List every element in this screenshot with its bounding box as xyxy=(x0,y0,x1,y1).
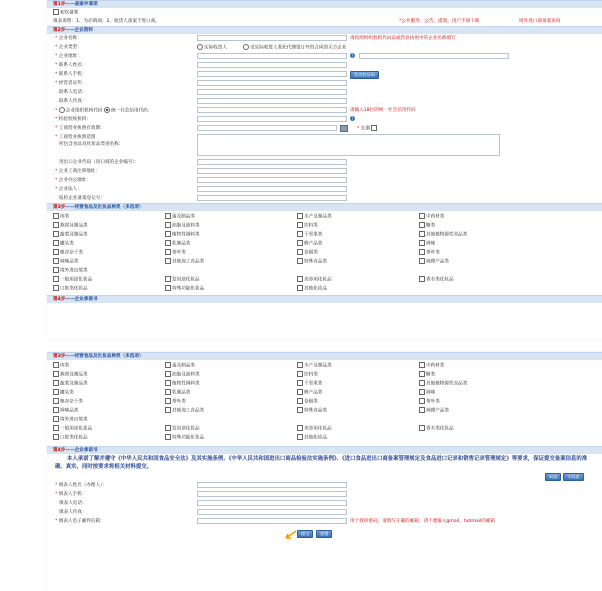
category-checkbox[interactable] xyxy=(165,362,171,368)
type-radio-actual[interactable] xyxy=(197,44,203,50)
category-checkbox[interactable] xyxy=(419,398,425,404)
first-filing-row: 初次备案 xyxy=(47,8,602,17)
category-label: 一般用途化妆品 xyxy=(60,426,93,432)
category-label: 特殊食品类 xyxy=(304,259,327,265)
category-label: 调味品类 xyxy=(60,408,79,414)
category-checkbox[interactable] xyxy=(419,249,425,255)
reset-button[interactable]: 重置 xyxy=(316,530,332,538)
category-checkbox[interactable] xyxy=(165,380,171,386)
category-option[interactable] xyxy=(165,398,186,405)
category-label: 粮谷杂干类 xyxy=(60,399,83,405)
category-checkbox[interactable] xyxy=(419,258,425,264)
category-option[interactable] xyxy=(53,249,83,256)
category-checkbox[interactable] xyxy=(53,231,59,237)
category-option[interactable] xyxy=(165,285,204,292)
help-icon[interactable]: ? xyxy=(351,116,354,121)
category-option[interactable] xyxy=(297,285,327,292)
category-grid xyxy=(47,360,602,446)
category-label: 茶叶类 xyxy=(172,399,186,405)
section-step1: 第1步——备案申请项 xyxy=(47,0,602,8)
category-label: 罐头类 xyxy=(60,241,74,247)
contact-name-row: * 联系人姓名： xyxy=(47,61,602,70)
category-checkbox[interactable] xyxy=(53,371,59,377)
category-checkbox[interactable] xyxy=(419,380,425,386)
category-option[interactable] xyxy=(53,276,92,283)
legal-rep-input[interactable] xyxy=(197,186,347,192)
category-option[interactable] xyxy=(297,249,318,256)
category-label: 香水类化妆品 xyxy=(426,426,454,432)
category-option[interactable] xyxy=(419,362,444,369)
category-label: 燕窝及制品类 xyxy=(60,372,88,378)
category-label: 调味品类 xyxy=(60,259,79,265)
contact-mobile-input[interactable] xyxy=(197,71,347,77)
category-option[interactable] xyxy=(53,425,92,432)
category-label: 乳制品类 xyxy=(172,241,191,247)
category-option[interactable] xyxy=(419,240,435,247)
category-label: 蜂产品类 xyxy=(304,390,323,396)
category-label: 调味 xyxy=(426,241,436,247)
office-address-row: * 企业办公地址： xyxy=(47,176,602,185)
category-option[interactable] xyxy=(419,425,454,432)
category-label: 乳制品类 xyxy=(172,390,191,396)
category-option[interactable] xyxy=(297,380,322,387)
category-checkbox[interactable] xyxy=(297,276,303,282)
contact-fax-input[interactable] xyxy=(197,98,347,104)
category-checkbox[interactable] xyxy=(297,362,303,368)
category-label: 美容用化妆品 xyxy=(304,277,332,283)
category-option[interactable] xyxy=(419,407,449,414)
category-option[interactable] xyxy=(419,380,467,387)
category-option[interactable] xyxy=(297,434,327,441)
form-screenshot-bottom xyxy=(47,352,602,591)
reg-address-input[interactable] xyxy=(197,168,347,174)
category-label: 蜂产品类 xyxy=(304,241,323,247)
contact-name-input[interactable] xyxy=(197,62,347,68)
category-checkbox[interactable] xyxy=(53,380,59,386)
category-option[interactable] xyxy=(165,231,200,238)
category-label: 肉类 xyxy=(60,214,70,220)
category-option[interactable] xyxy=(53,240,74,247)
category-checkbox[interactable] xyxy=(165,276,171,282)
agree-row xyxy=(47,471,602,481)
disagree-button[interactable]: 不同意 xyxy=(563,473,584,481)
category-label: 口腔类化妆品 xyxy=(60,435,88,441)
import-code-input[interactable] xyxy=(197,159,347,165)
category-checkbox[interactable] xyxy=(297,231,303,237)
category-option[interactable] xyxy=(53,398,83,405)
category-option[interactable] xyxy=(165,258,204,265)
category-option[interactable] xyxy=(297,213,332,220)
category-label: 干坚果类 xyxy=(304,232,323,238)
category-checkbox[interactable] xyxy=(297,240,303,246)
category-option[interactable] xyxy=(165,425,200,432)
category-checkbox[interactable] xyxy=(297,249,303,255)
category-checkbox[interactable] xyxy=(165,240,171,246)
category-option[interactable] xyxy=(53,258,78,265)
form-screenshot-top xyxy=(47,0,602,339)
category-option[interactable] xyxy=(53,389,74,396)
category-option[interactable] xyxy=(165,213,195,220)
category-option[interactable] xyxy=(53,380,88,387)
category-label: 香水类化妆品 xyxy=(426,277,454,283)
category-label: 茶叶类 xyxy=(172,250,186,256)
category-option[interactable] xyxy=(53,434,88,441)
category-label: 境外进出境类 xyxy=(60,417,88,423)
category-label: 调理产品类 xyxy=(426,259,449,265)
scope-textarea[interactable] xyxy=(197,134,500,156)
contact-phone-row: 联系人电话： xyxy=(47,88,602,97)
filler-mobile-row: * 填表人手机： xyxy=(47,490,602,499)
category-option[interactable] xyxy=(53,416,88,423)
category-checkbox[interactable] xyxy=(53,258,59,264)
category-label: 糖类 xyxy=(426,372,436,378)
category-label: 水产及制品类 xyxy=(304,214,332,220)
arrow-pointer-icon xyxy=(283,530,297,540)
long-term-checkbox[interactable] xyxy=(371,125,377,131)
category-checkbox[interactable] xyxy=(165,389,171,395)
category-checkbox[interactable] xyxy=(165,371,171,377)
reg-address-row: * 企业工商注册地址： xyxy=(47,167,602,176)
promise-text: 本人承诺了解并遵守《中华人民共和国食品安全法》及其实施条例、《中华人民共和国进出口商品检验法实施条例》、《进口食品进出口商备案管理规定及食品进口记录和销售记录管理规定》等要求，保证提交备案信息的准确、真实，同时按要求将相关材料提交。 xyxy=(55,456,588,470)
category-option[interactable] xyxy=(165,362,195,369)
section-step4: 第4步——企业承诺书 xyxy=(47,446,602,454)
category-checkbox[interactable] xyxy=(297,398,303,404)
category-checkbox[interactable] xyxy=(53,276,59,282)
category-option[interactable] xyxy=(419,213,444,220)
category-checkbox[interactable] xyxy=(297,380,303,386)
company-type-row: * 企业类型： 实际收货人 受实际收货人委托代理签订外贸合同的买方企业 xyxy=(55,45,347,51)
help-icon[interactable]: ? xyxy=(351,53,354,58)
category-option[interactable] xyxy=(165,389,190,396)
category-option[interactable] xyxy=(53,267,88,274)
category-option[interactable] xyxy=(297,371,318,378)
submit-button[interactable]: 提交 xyxy=(297,530,313,538)
category-checkbox[interactable] xyxy=(297,434,303,440)
category-checkbox[interactable] xyxy=(165,398,171,404)
category-checkbox[interactable] xyxy=(419,213,425,219)
address-detail-input[interactable] xyxy=(359,53,509,59)
category-label: 特殊功能化妆品 xyxy=(172,435,205,441)
category-label: 饮料类 xyxy=(304,372,318,378)
category-option[interactable] xyxy=(419,231,467,238)
category-label: 卷烟类 xyxy=(304,399,318,405)
category-checkbox[interactable] xyxy=(53,249,59,255)
category-option[interactable] xyxy=(297,389,322,396)
category-option[interactable] xyxy=(297,258,327,265)
category-checkbox[interactable] xyxy=(297,213,303,219)
category-checkbox[interactable] xyxy=(165,249,171,255)
category-checkbox[interactable] xyxy=(419,371,425,377)
category-label: 美容用化妆品 xyxy=(304,426,332,432)
category-label: 特殊功能化妆品 xyxy=(172,286,205,292)
category-checkbox[interactable] xyxy=(419,231,425,237)
category-option[interactable] xyxy=(53,371,88,378)
code-radio-org[interactable] xyxy=(59,107,65,113)
category-label: 特殊食品类 xyxy=(304,408,327,414)
category-option[interactable] xyxy=(297,407,327,414)
category-label: 调理产品类 xyxy=(426,408,449,414)
category-label: 蛋及制品类 xyxy=(172,214,195,220)
contact-mobile-row: * 联系人手机： 发送验证码 xyxy=(47,70,602,79)
category-option[interactable] xyxy=(53,222,88,229)
category-label: 糖类 xyxy=(426,223,436,229)
calendar-icon[interactable] xyxy=(340,125,348,132)
filler-phone-row: 填表人电话： xyxy=(47,499,602,508)
filler-email-input[interactable] xyxy=(197,518,347,524)
category-option[interactable] xyxy=(419,258,449,265)
send-code-button[interactable]: 发送验证码 xyxy=(350,71,379,79)
reg-no-row: 报检企业备案登记号： xyxy=(47,194,602,203)
category-grid xyxy=(47,211,602,295)
category-label: 蔬菜及制品类 xyxy=(60,232,88,238)
category-label: 植物性调料类 xyxy=(172,232,200,238)
category-option[interactable] xyxy=(297,425,332,432)
import-code-row: 进出口企业代码（进口商的企业编号）： xyxy=(47,158,602,167)
category-checkbox[interactable] xyxy=(53,389,59,395)
category-label: 蛋及制品类 xyxy=(172,363,195,369)
operator-id-input[interactable] xyxy=(197,80,347,86)
category-label: 其他加工食品类 xyxy=(172,408,205,414)
category-option[interactable] xyxy=(165,380,200,387)
foreign-importer-query-link[interactable]: 境外进口商备案查询 xyxy=(519,19,561,24)
category-label: 饮料类 xyxy=(304,223,318,229)
category-label: 其他化妆品 xyxy=(304,435,327,441)
category-option[interactable] xyxy=(297,240,322,247)
category-checkbox[interactable] xyxy=(165,434,171,440)
category-checkbox[interactable] xyxy=(53,222,59,228)
category-option[interactable] xyxy=(53,407,78,414)
category-option[interactable] xyxy=(419,249,440,256)
category-label: 蔬菜及制品类 xyxy=(60,381,88,387)
license-date-input[interactable] xyxy=(197,125,337,131)
category-label: 茶叶类 xyxy=(426,399,440,405)
category-checkbox[interactable] xyxy=(53,213,59,219)
category-option[interactable] xyxy=(165,276,200,283)
category-option[interactable] xyxy=(165,407,204,414)
category-label: 其他植物源性食品类 xyxy=(426,232,468,238)
category-checkbox[interactable] xyxy=(165,407,171,413)
category-option[interactable] xyxy=(53,285,88,292)
filler-fax-row: 填表人传真： xyxy=(47,508,602,517)
code-type-row: * 企业组织机构代码 统一社会信用代码： 请输入18位的统一社会信用代码 xyxy=(55,108,416,114)
company-name-input[interactable] xyxy=(197,35,347,41)
filler-email-row: * 填表人电子邮件信箱： 用于找回密码，请填写正确的邮箱；请不要输入gmail、hotmail的邮箱 xyxy=(55,519,495,524)
category-checkbox[interactable] xyxy=(297,425,303,431)
license-date-row: * 工商营业执照有效期： * 长期 xyxy=(47,124,602,133)
type-radio-agent[interactable] xyxy=(243,44,249,50)
category-option[interactable] xyxy=(53,231,88,238)
category-checkbox[interactable] xyxy=(419,276,425,282)
filler-fax-input[interactable] xyxy=(197,509,347,515)
inspection-select[interactable] xyxy=(197,116,347,122)
category-checkbox[interactable] xyxy=(419,240,425,246)
category-option[interactable] xyxy=(165,434,204,441)
category-checkbox[interactable] xyxy=(53,267,59,273)
address-input[interactable] xyxy=(197,53,347,59)
category-option[interactable] xyxy=(419,222,435,229)
legal-rep-row: * 企业法人： xyxy=(47,185,602,194)
category-label: 燕窝及制品类 xyxy=(60,223,88,229)
category-checkbox[interactable] xyxy=(53,416,59,422)
category-label: 茶叶类 xyxy=(426,250,440,256)
notes-row: 填表说明：1、为必填项；2、收货人备案于进口商。 *公共服务：公告、提现、用户手册下载 境外进口商备案查询 xyxy=(53,19,561,24)
category-checkbox[interactable] xyxy=(165,285,171,291)
filler-phone-input[interactable] xyxy=(197,500,347,506)
category-checkbox[interactable] xyxy=(419,389,425,395)
category-checkbox[interactable] xyxy=(165,213,171,219)
category-label: 油脂及油料类 xyxy=(172,223,200,229)
category-option[interactable] xyxy=(165,240,190,247)
category-checkbox[interactable] xyxy=(297,407,303,413)
filler-mobile-input[interactable] xyxy=(197,491,347,497)
category-option[interactable] xyxy=(297,231,322,238)
category-label: 中药材类 xyxy=(426,363,445,369)
inspection-row: * 检验检疫机构： ? xyxy=(55,116,354,122)
category-label: 干坚果类 xyxy=(304,381,323,387)
category-label: 一般用途化妆品 xyxy=(60,277,93,283)
category-option[interactable] xyxy=(419,389,435,396)
category-checkbox[interactable] xyxy=(297,371,303,377)
category-label: 粮谷杂干类 xyxy=(60,250,83,256)
category-option[interactable] xyxy=(419,276,454,283)
category-option[interactable] xyxy=(53,213,69,220)
section-step4: 第4步——企业承诺书 xyxy=(47,295,602,303)
category-option[interactable] xyxy=(297,276,332,283)
category-label: 肉类 xyxy=(60,363,70,369)
category-label: 发用途化妆品 xyxy=(172,277,200,283)
section-step3: 第3步——经营食品及化妆品种类（多选项） xyxy=(47,203,602,211)
scope-row: * 工商营业执照范围 所包含食品及化妆品类别名称： xyxy=(47,133,602,158)
category-checkbox[interactable] xyxy=(297,389,303,395)
category-checkbox[interactable] xyxy=(53,407,59,413)
category-option[interactable] xyxy=(165,222,200,229)
category-label: 调味 xyxy=(426,390,436,396)
category-label: 发用途化妆品 xyxy=(172,426,200,432)
section-step2: 第2步——企业资料 xyxy=(47,26,602,34)
category-option[interactable] xyxy=(53,362,69,369)
operator-id-row: * 经营者证件： xyxy=(47,79,602,88)
category-checkbox[interactable] xyxy=(53,285,59,291)
category-option[interactable] xyxy=(297,398,318,405)
public-service-link[interactable]: *公共服务：公告、提现、用户手册下载 xyxy=(399,19,480,24)
category-checkbox[interactable] xyxy=(165,231,171,237)
category-label: 卷烟类 xyxy=(304,250,318,256)
category-option[interactable] xyxy=(419,371,435,378)
reg-no-input[interactable] xyxy=(197,195,347,201)
contact-phone-input[interactable] xyxy=(197,89,347,95)
category-label: 植物性调料类 xyxy=(172,381,200,387)
category-label: 中药材类 xyxy=(426,214,445,220)
category-checkbox[interactable] xyxy=(165,222,171,228)
category-label: 油脂及油料类 xyxy=(172,372,200,378)
category-checkbox[interactable] xyxy=(419,425,425,431)
category-checkbox[interactable] xyxy=(53,398,59,404)
category-option[interactable] xyxy=(419,398,440,405)
contact-fax-row: 联系人传真： xyxy=(47,97,602,106)
credit-code-input[interactable] xyxy=(197,107,347,113)
category-checkbox[interactable] xyxy=(53,425,59,431)
filler-name-row: * 填表人姓名（办理人）： xyxy=(47,481,602,490)
category-label: 境外进出境类 xyxy=(60,268,88,274)
category-checkbox[interactable] xyxy=(297,258,303,264)
category-option[interactable] xyxy=(165,371,200,378)
category-label: 口腔类化妆品 xyxy=(60,286,88,292)
submit-row xyxy=(47,526,602,540)
company-address-row: * 企业地址： ? xyxy=(47,52,602,61)
category-option[interactable] xyxy=(165,249,186,256)
code-radio-credit[interactable] xyxy=(104,107,110,113)
category-checkbox[interactable] xyxy=(53,434,59,440)
category-label: 其他加工食品类 xyxy=(172,259,205,265)
office-address-input[interactable] xyxy=(197,177,347,183)
section-step3: 第3步——经营食品及化妆品种类（多选项） xyxy=(47,352,602,360)
category-checkbox[interactable] xyxy=(297,222,303,228)
first-filing-checkbox[interactable] xyxy=(53,9,59,15)
category-checkbox[interactable] xyxy=(419,222,425,228)
category-checkbox[interactable] xyxy=(165,425,171,431)
category-label: 水产及制品类 xyxy=(304,363,332,369)
filler-name-input[interactable] xyxy=(197,482,347,488)
agree-button[interactable]: 同意 xyxy=(545,473,561,481)
category-checkbox[interactable] xyxy=(419,362,425,368)
category-label: 其他化妆品 xyxy=(304,286,327,292)
category-option[interactable] xyxy=(297,222,318,229)
category-checkbox[interactable] xyxy=(53,240,59,246)
category-checkbox[interactable] xyxy=(297,285,303,291)
category-checkbox[interactable] xyxy=(165,258,171,264)
category-checkbox[interactable] xyxy=(419,407,425,413)
company-name-row: * 企业名称： 请按照组织机构代码证或营业执照中的企业名称填写 xyxy=(55,36,456,41)
category-label: 其他植物源性食品类 xyxy=(426,381,468,387)
category-checkbox[interactable] xyxy=(53,362,59,368)
category-option[interactable] xyxy=(297,362,332,369)
category-label: 罐头类 xyxy=(60,390,74,396)
